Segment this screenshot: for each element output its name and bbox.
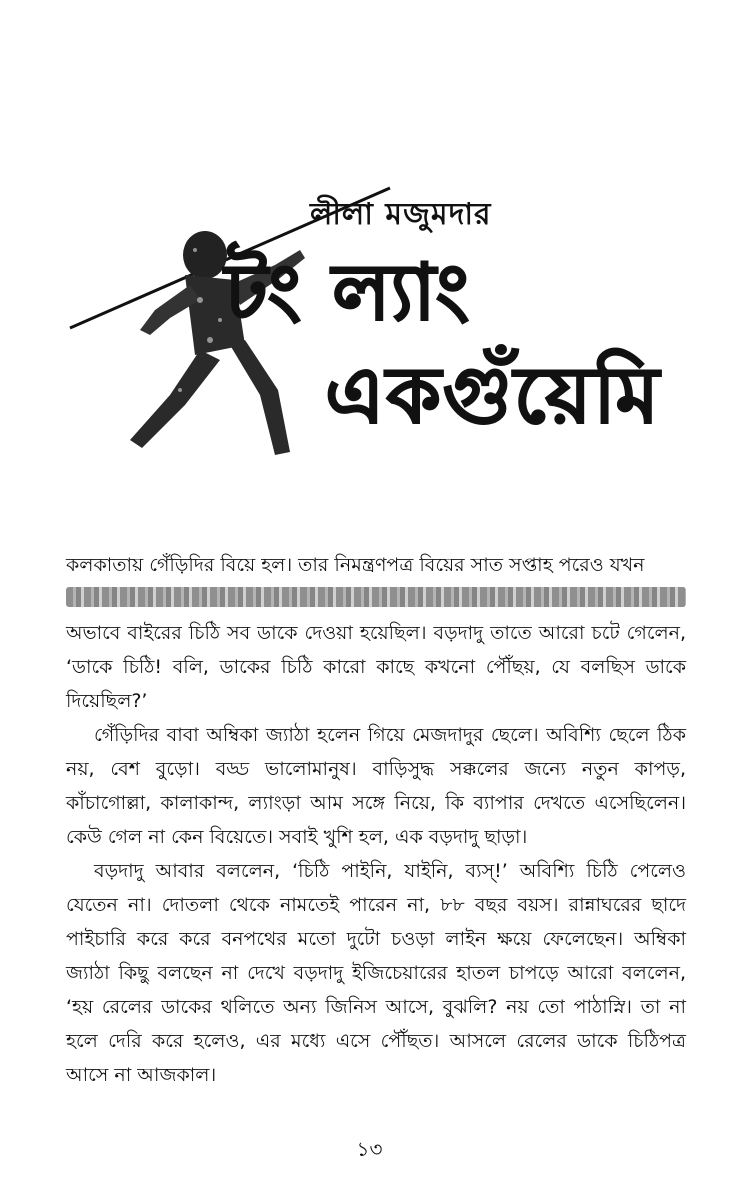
body-text (66, 548, 686, 1092)
smudged-line (66, 587, 686, 607)
author-name: লীলা মজুমদার (310, 197, 492, 232)
paragraph-3: বড়দাদু আবার বললেন, ‘চিঠি পাইনি, যাইনি, ব্যস্!’ অবিশ্যি চিঠি পেলেও যেতেন না। দোতলা থেকে নামতেই পারেন না, ৮৮ বছর বয়স। রান্নাঘরের ছাদে পাইচারি করে করে বনপথের মতো দুটো চওড়া লাইন ক্ষয়ে ফেলেছেন। অম্বিকা জ্যাঠা কিছু বলছেন না দেখে বড়দাদু ইজিচেয়ারের হাতল চাপড়ে আরো বললেন, ‘হয় রেলের ডাকের থলিতে অন্য জিনিস আসে, বুঝলি? নয় তো পাঠাস্নি। তা না হলে দেরি করে হলেও, এর মধ্যে এসে পৌঁছত। আসলে রেলের ডাকে চিঠিপত্র আসে না আজকাল। (66, 860, 686, 1086)
paragraph-1a: কলকাতায় গেঁড়িদির বিয়ে হল। তার নিমন্ত্রণপত্র বিয়ের সাত সপ্তাহ পরেও যখন (66, 554, 645, 576)
chapter-title-line-2: একগুঁয়েমি (325, 351, 661, 441)
chapter-title-line-1: টং ল্যাং (225, 248, 472, 338)
paragraph-1b: অভাবে বাইরের চিঠি সব ডাকে দেওয়া হয়েছিল। বড়দাদু তাতে আরো চটে গেলেন, ‘ডাকে চিঠি! বলি, ডাকের চিঠি কারো কাছে কখনো পৌঁছয়, যে বলছিস ডাকে দিয়েছিল?’ (66, 622, 686, 712)
paragraph-2: গেঁড়িদির বাবা অম্বিকা জ্যাঠা হলেন গিয়ে মেজদাদুর ছেলে। অবিশ্যি ছেলে ঠিক নয়, বেশ বুড়ো। বড্ড ভালোমানুষ। বাড়িসুদ্ধ সক্কলের জন্যে নতুন কাপড়, কাঁচাগোল্লা, কালাকান্দ, ল্যাংড়া আম সঙ্গে নিয়ে, কি ব্যাপার দেখতে এসেছিলেন। কেউ গেল না কেন বিয়েতে। সবাই খুশি হল, এক বড়দাদু ছাড়া। (66, 724, 686, 848)
page-number: ১৩ (356, 1137, 383, 1161)
